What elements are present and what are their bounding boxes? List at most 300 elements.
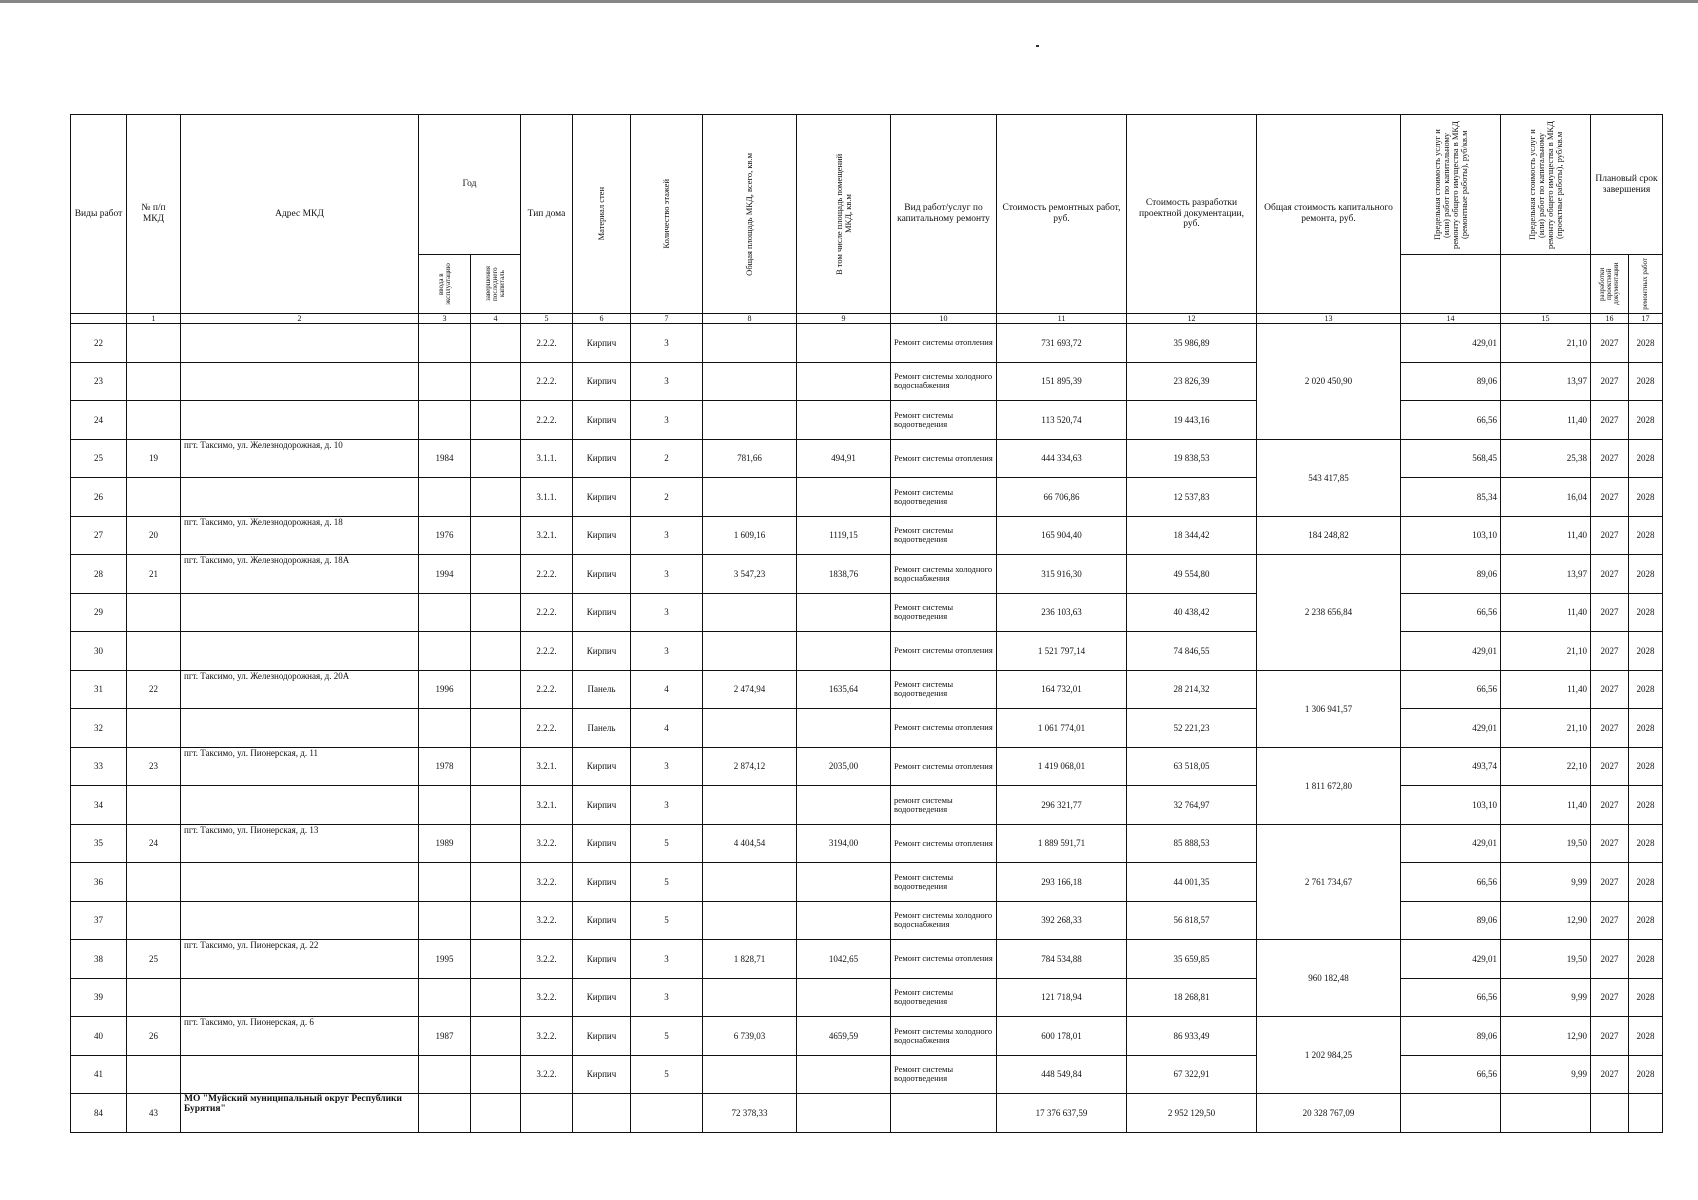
year-commission (419, 901, 471, 940)
table-row (71, 516, 1663, 555)
limit-cost-repair: 89,06 (1401, 1017, 1501, 1056)
total-cost: 184 248,82 (1257, 516, 1401, 555)
limit-cost-repair: 429,01 (1401, 824, 1501, 863)
repair-cost: 236 103,63 (997, 593, 1127, 632)
wall-material: Кирпич (573, 478, 631, 517)
wall-material: Кирпич (573, 978, 631, 1017)
limit-cost-design: 11,40 (1501, 670, 1591, 709)
limit-cost-repair: 89,06 (1401, 901, 1501, 940)
total-area (703, 863, 797, 902)
row-number: 84 (71, 1094, 127, 1133)
floors: 3 (631, 786, 703, 825)
col-number: 10 (891, 314, 997, 324)
table-row (71, 439, 1663, 478)
planned-repair-year: 2028 (1629, 863, 1663, 902)
design-cost: 40 438,42 (1127, 593, 1257, 632)
year-commission: 1978 (419, 747, 471, 786)
mkd-number (127, 324, 181, 363)
total-area: 6 739,03 (703, 1017, 797, 1056)
year-commission: 1989 (419, 824, 471, 863)
table-row (71, 1055, 1663, 1094)
planned-repair-year: 2028 (1629, 593, 1663, 632)
limit-cost-design: 9,99 (1501, 1055, 1591, 1094)
house-type: 3.2.1. (521, 786, 573, 825)
capital-repair-table (70, 114, 1663, 1133)
row-number: 38 (71, 940, 127, 979)
house-type: 3.1.1. (521, 478, 573, 517)
total-area (703, 901, 797, 940)
total-area (703, 478, 797, 517)
header-design-cost: Стоимость разработки проектной документации, руб. (1127, 115, 1257, 314)
planned-repair-year: 2028 (1629, 324, 1663, 363)
wall-material: Кирпич (573, 401, 631, 440)
total-cost: 960 182,48 (1257, 940, 1401, 1017)
limit-cost-repair: 66,56 (1401, 670, 1501, 709)
mkd-number (127, 978, 181, 1017)
limit-cost-repair: 66,56 (1401, 1055, 1501, 1094)
premises-area: 2035,00 (797, 747, 891, 786)
floors: 3 (631, 401, 703, 440)
design-cost: 12 537,83 (1127, 478, 1257, 517)
row-number: 24 (71, 401, 127, 440)
repair-cost: 448 549,84 (997, 1055, 1127, 1094)
mkd-number (127, 901, 181, 940)
limit-cost-design: 13,97 (1501, 555, 1591, 594)
year-commission (419, 593, 471, 632)
repair-cost: 121 718,94 (997, 978, 1127, 1017)
grand-total-cost: 20 328 767,09 (1257, 1094, 1401, 1133)
wall-material: Кирпич (573, 593, 631, 632)
house-type: 3.1.1. (521, 439, 573, 478)
total-area (703, 1055, 797, 1094)
limit-cost-design: 25,38 (1501, 439, 1591, 478)
table-row (71, 401, 1663, 440)
wall-material: Кирпич (573, 747, 631, 786)
total-area (703, 324, 797, 363)
col-number: 16 (1591, 314, 1629, 324)
house-type: 2.2.2. (521, 632, 573, 671)
planned-design-year: 2027 (1591, 593, 1629, 632)
repair-cost: 113 520,74 (997, 401, 1127, 440)
table-row (71, 824, 1663, 863)
total-area (703, 401, 797, 440)
house-type: 2.2.2. (521, 401, 573, 440)
design-cost: 19 443,16 (1127, 401, 1257, 440)
total-area: 1 828,71 (703, 940, 797, 979)
row-number: 28 (71, 555, 127, 594)
planned-design-year: 2027 (1591, 324, 1629, 363)
row-number: 22 (71, 324, 127, 363)
planned-repair-year: 2028 (1629, 824, 1663, 863)
limit-cost-design: 12,90 (1501, 1017, 1591, 1056)
table-row (71, 362, 1663, 401)
year-commission (419, 478, 471, 517)
floors: 3 (631, 978, 703, 1017)
mkd-number (127, 362, 181, 401)
design-cost: 63 518,05 (1127, 747, 1257, 786)
planned-repair-year: 2028 (1629, 478, 1663, 517)
floors: 2 (631, 439, 703, 478)
mkd-number: 24 (127, 824, 181, 863)
address-cell (181, 478, 419, 517)
design-cost: 49 554,80 (1127, 555, 1257, 594)
total-cost: 2 761 734,67 (1257, 824, 1401, 940)
repair-cost: 600 178,01 (997, 1017, 1127, 1056)
year-commission: 1984 (419, 439, 471, 478)
address-cell (181, 901, 419, 940)
header-work-kind: Вид работ/услуг по капитальному ремонту (891, 115, 997, 314)
year-commission (419, 978, 471, 1017)
premises-area (797, 978, 891, 1017)
premises-area (797, 478, 891, 517)
house-type: 3.2.2. (521, 901, 573, 940)
year-renovation (471, 478, 521, 517)
planned-design-year: 2027 (1591, 555, 1629, 594)
house-type: 2.2.2. (521, 324, 573, 363)
house-type: 3.2.1. (521, 516, 573, 555)
limit-cost-design: 19,50 (1501, 824, 1591, 863)
planned-repair-year: 2028 (1629, 786, 1663, 825)
total-repair-cost: 17 376 637,59 (997, 1094, 1127, 1133)
work-kind: Ремонт системы отопления (891, 824, 997, 863)
mkd-number (127, 593, 181, 632)
floors: 3 (631, 940, 703, 979)
premises-area (797, 324, 891, 363)
year-renovation (471, 978, 521, 1017)
house-type: 3.2.2. (521, 824, 573, 863)
repair-cost: 66 706,86 (997, 478, 1127, 517)
floors: 5 (631, 824, 703, 863)
planned-design-year: 2027 (1591, 670, 1629, 709)
col-number: 3 (419, 314, 471, 324)
wall-material: Кирпич (573, 439, 631, 478)
planned-repair-year: 2028 (1629, 1017, 1663, 1056)
limit-cost-repair: 429,01 (1401, 940, 1501, 979)
limit-cost-repair: 89,06 (1401, 555, 1501, 594)
work-kind: Ремонт системы водоотведения (891, 593, 997, 632)
repair-cost: 1 061 774,01 (997, 709, 1127, 748)
address-cell (181, 593, 419, 632)
floors: 3 (631, 362, 703, 401)
year-renovation (471, 401, 521, 440)
wall-material: Кирпич (573, 324, 631, 363)
blank (1591, 1094, 1629, 1133)
mkd-number (127, 786, 181, 825)
header-limit-blank-2 (1501, 255, 1591, 314)
mkd-number (127, 478, 181, 517)
repair-cost: 296 321,77 (997, 786, 1127, 825)
address-cell: пгт. Таксимо, ул. Железнодорожная, д. 18 (181, 516, 419, 555)
repair-cost: 151 895,39 (997, 362, 1127, 401)
scan-edge-line (0, 0, 1698, 3)
house-type: 2.2.2. (521, 555, 573, 594)
work-kind: Ремонт системы водоотведения (891, 978, 997, 1017)
work-kind: ремонт системы водоотведения (891, 786, 997, 825)
planned-design-year: 2027 (1591, 1055, 1629, 1094)
row-number: 34 (71, 786, 127, 825)
planned-design-year: 2027 (1591, 709, 1629, 748)
year-renovation (471, 1017, 521, 1056)
repair-cost: 293 166,18 (997, 863, 1127, 902)
address-cell: пгт. Таксимо, ул. Железнодорожная, д. 20А (181, 670, 419, 709)
planned-repair-year: 2028 (1629, 901, 1663, 940)
wall-material: Кирпич (573, 516, 631, 555)
limit-cost-design: 21,10 (1501, 324, 1591, 363)
header-planned-design: разработки проектной документации (1591, 255, 1629, 314)
total-area (703, 362, 797, 401)
premises-area (797, 901, 891, 940)
total-area: 2 474,94 (703, 670, 797, 709)
address-cell: пгт. Таксимо, ул. Железнодорожная, д. 10 (181, 439, 419, 478)
blank (573, 1094, 631, 1133)
total-area (703, 632, 797, 671)
repair-cost: 1 889 591,71 (997, 824, 1127, 863)
year-renovation (471, 324, 521, 363)
total-area (703, 593, 797, 632)
planned-repair-year: 2028 (1629, 747, 1663, 786)
planned-design-year: 2027 (1591, 632, 1629, 671)
header-floors: Количество этажей (631, 115, 703, 314)
table-row (71, 709, 1663, 748)
header-planned-term: Плановый срок завершения (1591, 115, 1663, 255)
house-type: 3.2.2. (521, 1055, 573, 1094)
repair-cost: 784 534,88 (997, 940, 1127, 979)
planned-repair-year: 2028 (1629, 632, 1663, 671)
limit-cost-design: 11,40 (1501, 401, 1591, 440)
work-kind: Ремонт системы холодного водоснабжения (891, 1017, 997, 1056)
header-year-commission: ввода в эксплуатацию (419, 255, 471, 314)
work-kind: Ремонт системы отопления (891, 632, 997, 671)
year-renovation (471, 632, 521, 671)
year-renovation (471, 516, 521, 555)
floors: 4 (631, 709, 703, 748)
row-number: 30 (71, 632, 127, 671)
mkd-number (127, 709, 181, 748)
limit-cost-repair: 568,45 (1401, 439, 1501, 478)
limit-cost-repair: 85,34 (1401, 478, 1501, 517)
col-number: 1 (127, 314, 181, 324)
year-renovation (471, 593, 521, 632)
design-cost: 67 322,91 (1127, 1055, 1257, 1094)
wall-material: Кирпич (573, 362, 631, 401)
premises-area (797, 401, 891, 440)
mkd-number: 43 (127, 1094, 181, 1133)
planned-repair-year: 2028 (1629, 362, 1663, 401)
row-number: 31 (71, 670, 127, 709)
wall-material: Кирпич (573, 863, 631, 902)
planned-repair-year: 2028 (1629, 401, 1663, 440)
address-cell (181, 709, 419, 748)
col-number: 8 (703, 314, 797, 324)
year-renovation (471, 555, 521, 594)
floors: 5 (631, 1017, 703, 1056)
premises-area: 1042,65 (797, 940, 891, 979)
limit-cost-design: 9,99 (1501, 863, 1591, 902)
total-area: 72 378,33 (703, 1094, 797, 1133)
year-renovation (471, 439, 521, 478)
limit-cost-design: 9,99 (1501, 978, 1591, 1017)
blank (471, 1094, 521, 1133)
year-commission (419, 632, 471, 671)
year-commission: 1996 (419, 670, 471, 709)
row-number: 40 (71, 1017, 127, 1056)
table-row (71, 901, 1663, 940)
address-cell: пгт. Таксимо, ул. Железнодорожная, д. 18А (181, 555, 419, 594)
wall-material: Кирпич (573, 901, 631, 940)
table-row (71, 747, 1663, 786)
floors: 3 (631, 516, 703, 555)
planned-design-year: 2027 (1591, 786, 1629, 825)
address-cell (181, 401, 419, 440)
floors: 5 (631, 1055, 703, 1094)
year-commission: 1994 (419, 555, 471, 594)
repair-cost: 392 268,33 (997, 901, 1127, 940)
work-kind: Ремонт системы водоотведения (891, 401, 997, 440)
table-row (71, 978, 1663, 1017)
year-commission (419, 401, 471, 440)
planned-repair-year: 2028 (1629, 940, 1663, 979)
premises-area (797, 362, 891, 401)
work-kind: Ремонт системы отопления (891, 439, 997, 478)
year-renovation (471, 1055, 521, 1094)
header-mkd-number: № п/п МКД (127, 115, 181, 314)
blank (419, 1094, 471, 1133)
row-number: 32 (71, 709, 127, 748)
limit-cost-repair: 66,56 (1401, 978, 1501, 1017)
planned-repair-year: 2028 (1629, 555, 1663, 594)
planned-design-year: 2027 (1591, 940, 1629, 979)
col-number: 12 (1127, 314, 1257, 324)
floors: 5 (631, 901, 703, 940)
limit-cost-repair: 89,06 (1401, 362, 1501, 401)
year-commission (419, 362, 471, 401)
repair-cost: 1 521 797,14 (997, 632, 1127, 671)
row-number: 25 (71, 439, 127, 478)
design-cost: 19 838,53 (1127, 439, 1257, 478)
limit-cost-design: 13,97 (1501, 362, 1591, 401)
wall-material: Кирпич (573, 786, 631, 825)
year-renovation (471, 901, 521, 940)
header-total-cost: Общая стоимость капитального ремонта, руб. (1257, 115, 1401, 314)
limit-cost-repair: 66,56 (1401, 863, 1501, 902)
table-row (71, 324, 1663, 363)
planned-design-year: 2027 (1591, 901, 1629, 940)
premises-area: 1119,15 (797, 516, 891, 555)
house-type: 3.2.2. (521, 1017, 573, 1056)
limit-cost-design: 22,10 (1501, 747, 1591, 786)
row-number: 35 (71, 824, 127, 863)
total-area: 2 874,12 (703, 747, 797, 786)
address-cell: пгт. Таксимо, ул. Пионерская, д. 22 (181, 940, 419, 979)
work-kind: Ремонт системы отопления (891, 709, 997, 748)
planned-design-year: 2027 (1591, 439, 1629, 478)
design-cost: 86 933,49 (1127, 1017, 1257, 1056)
design-cost: 52 221,23 (1127, 709, 1257, 748)
mkd-number: 25 (127, 940, 181, 979)
address-cell (181, 1055, 419, 1094)
mkd-number (127, 1055, 181, 1094)
limit-cost-design: 16,04 (1501, 478, 1591, 517)
column-number-row (71, 314, 1663, 324)
premises-area (797, 593, 891, 632)
table-row (71, 593, 1663, 632)
premises-area: 4659,59 (797, 1017, 891, 1056)
premises-area (797, 632, 891, 671)
wall-material: Панель (573, 670, 631, 709)
planned-design-year: 2027 (1591, 978, 1629, 1017)
header-limit-cost-repair: Предельная стоимость услуг и (или) работ по капитальному ремонту общего имущества в МКД (ремонтные работы), руб/кв.м (1401, 115, 1501, 255)
total-row (71, 1094, 1663, 1133)
house-type: 3.2.2. (521, 978, 573, 1017)
total-cost: 2 238 656,84 (1257, 555, 1401, 671)
total-area (703, 978, 797, 1017)
planned-repair-year: 2028 (1629, 439, 1663, 478)
blank (1401, 1094, 1501, 1133)
limit-cost-repair: 103,10 (1401, 786, 1501, 825)
mkd-number (127, 401, 181, 440)
wall-material: Кирпич (573, 1055, 631, 1094)
limit-cost-repair: 103,10 (1401, 516, 1501, 555)
table-row (71, 863, 1663, 902)
year-renovation (471, 670, 521, 709)
wall-material: Кирпич (573, 1017, 631, 1056)
col-number: 14 (1401, 314, 1501, 324)
col-number: 6 (573, 314, 631, 324)
floors: 3 (631, 324, 703, 363)
floors: 3 (631, 747, 703, 786)
planned-design-year: 2027 (1591, 824, 1629, 863)
total-area (703, 709, 797, 748)
total-design-cost: 2 952 129,50 (1127, 1094, 1257, 1133)
blank (797, 1094, 891, 1133)
year-commission: 1976 (419, 516, 471, 555)
year-commission (419, 709, 471, 748)
header-premises-area: В том числе площадь помещений МКД, кв.м (797, 115, 891, 314)
header-house-type: Тип дома (521, 115, 573, 314)
limit-cost-repair: 493,74 (1401, 747, 1501, 786)
premises-area: 3194,00 (797, 824, 891, 863)
work-kind: Ремонт системы водоотведения (891, 670, 997, 709)
address-cell: пгт. Таксимо, ул. Пионерская, д. 13 (181, 824, 419, 863)
premises-area (797, 709, 891, 748)
limit-cost-design: 11,40 (1501, 786, 1591, 825)
work-kind: Ремонт системы водоотведения (891, 1055, 997, 1094)
repair-cost: 731 693,72 (997, 324, 1127, 363)
year-renovation (471, 362, 521, 401)
header-repair-cost: Стоимость ремонтных работ, руб. (997, 115, 1127, 314)
premises-area: 1838,76 (797, 555, 891, 594)
repair-cost: 1 419 068,01 (997, 747, 1127, 786)
planned-design-year: 2027 (1591, 747, 1629, 786)
total-area (703, 786, 797, 825)
year-renovation (471, 709, 521, 748)
address-cell (181, 324, 419, 363)
house-type: 3.2.2. (521, 863, 573, 902)
table-row (71, 786, 1663, 825)
work-kind: Ремонт системы водоотведения (891, 478, 997, 517)
row-number: 39 (71, 978, 127, 1017)
year-renovation (471, 786, 521, 825)
repair-cost: 444 334,63 (997, 439, 1127, 478)
floors: 5 (631, 863, 703, 902)
col-number: 11 (997, 314, 1127, 324)
design-cost: 85 888,53 (1127, 824, 1257, 863)
col-number: 17 (1629, 314, 1663, 324)
planned-design-year: 2027 (1591, 516, 1629, 555)
floors: 2 (631, 478, 703, 517)
floors: 3 (631, 555, 703, 594)
col-number: 7 (631, 314, 703, 324)
